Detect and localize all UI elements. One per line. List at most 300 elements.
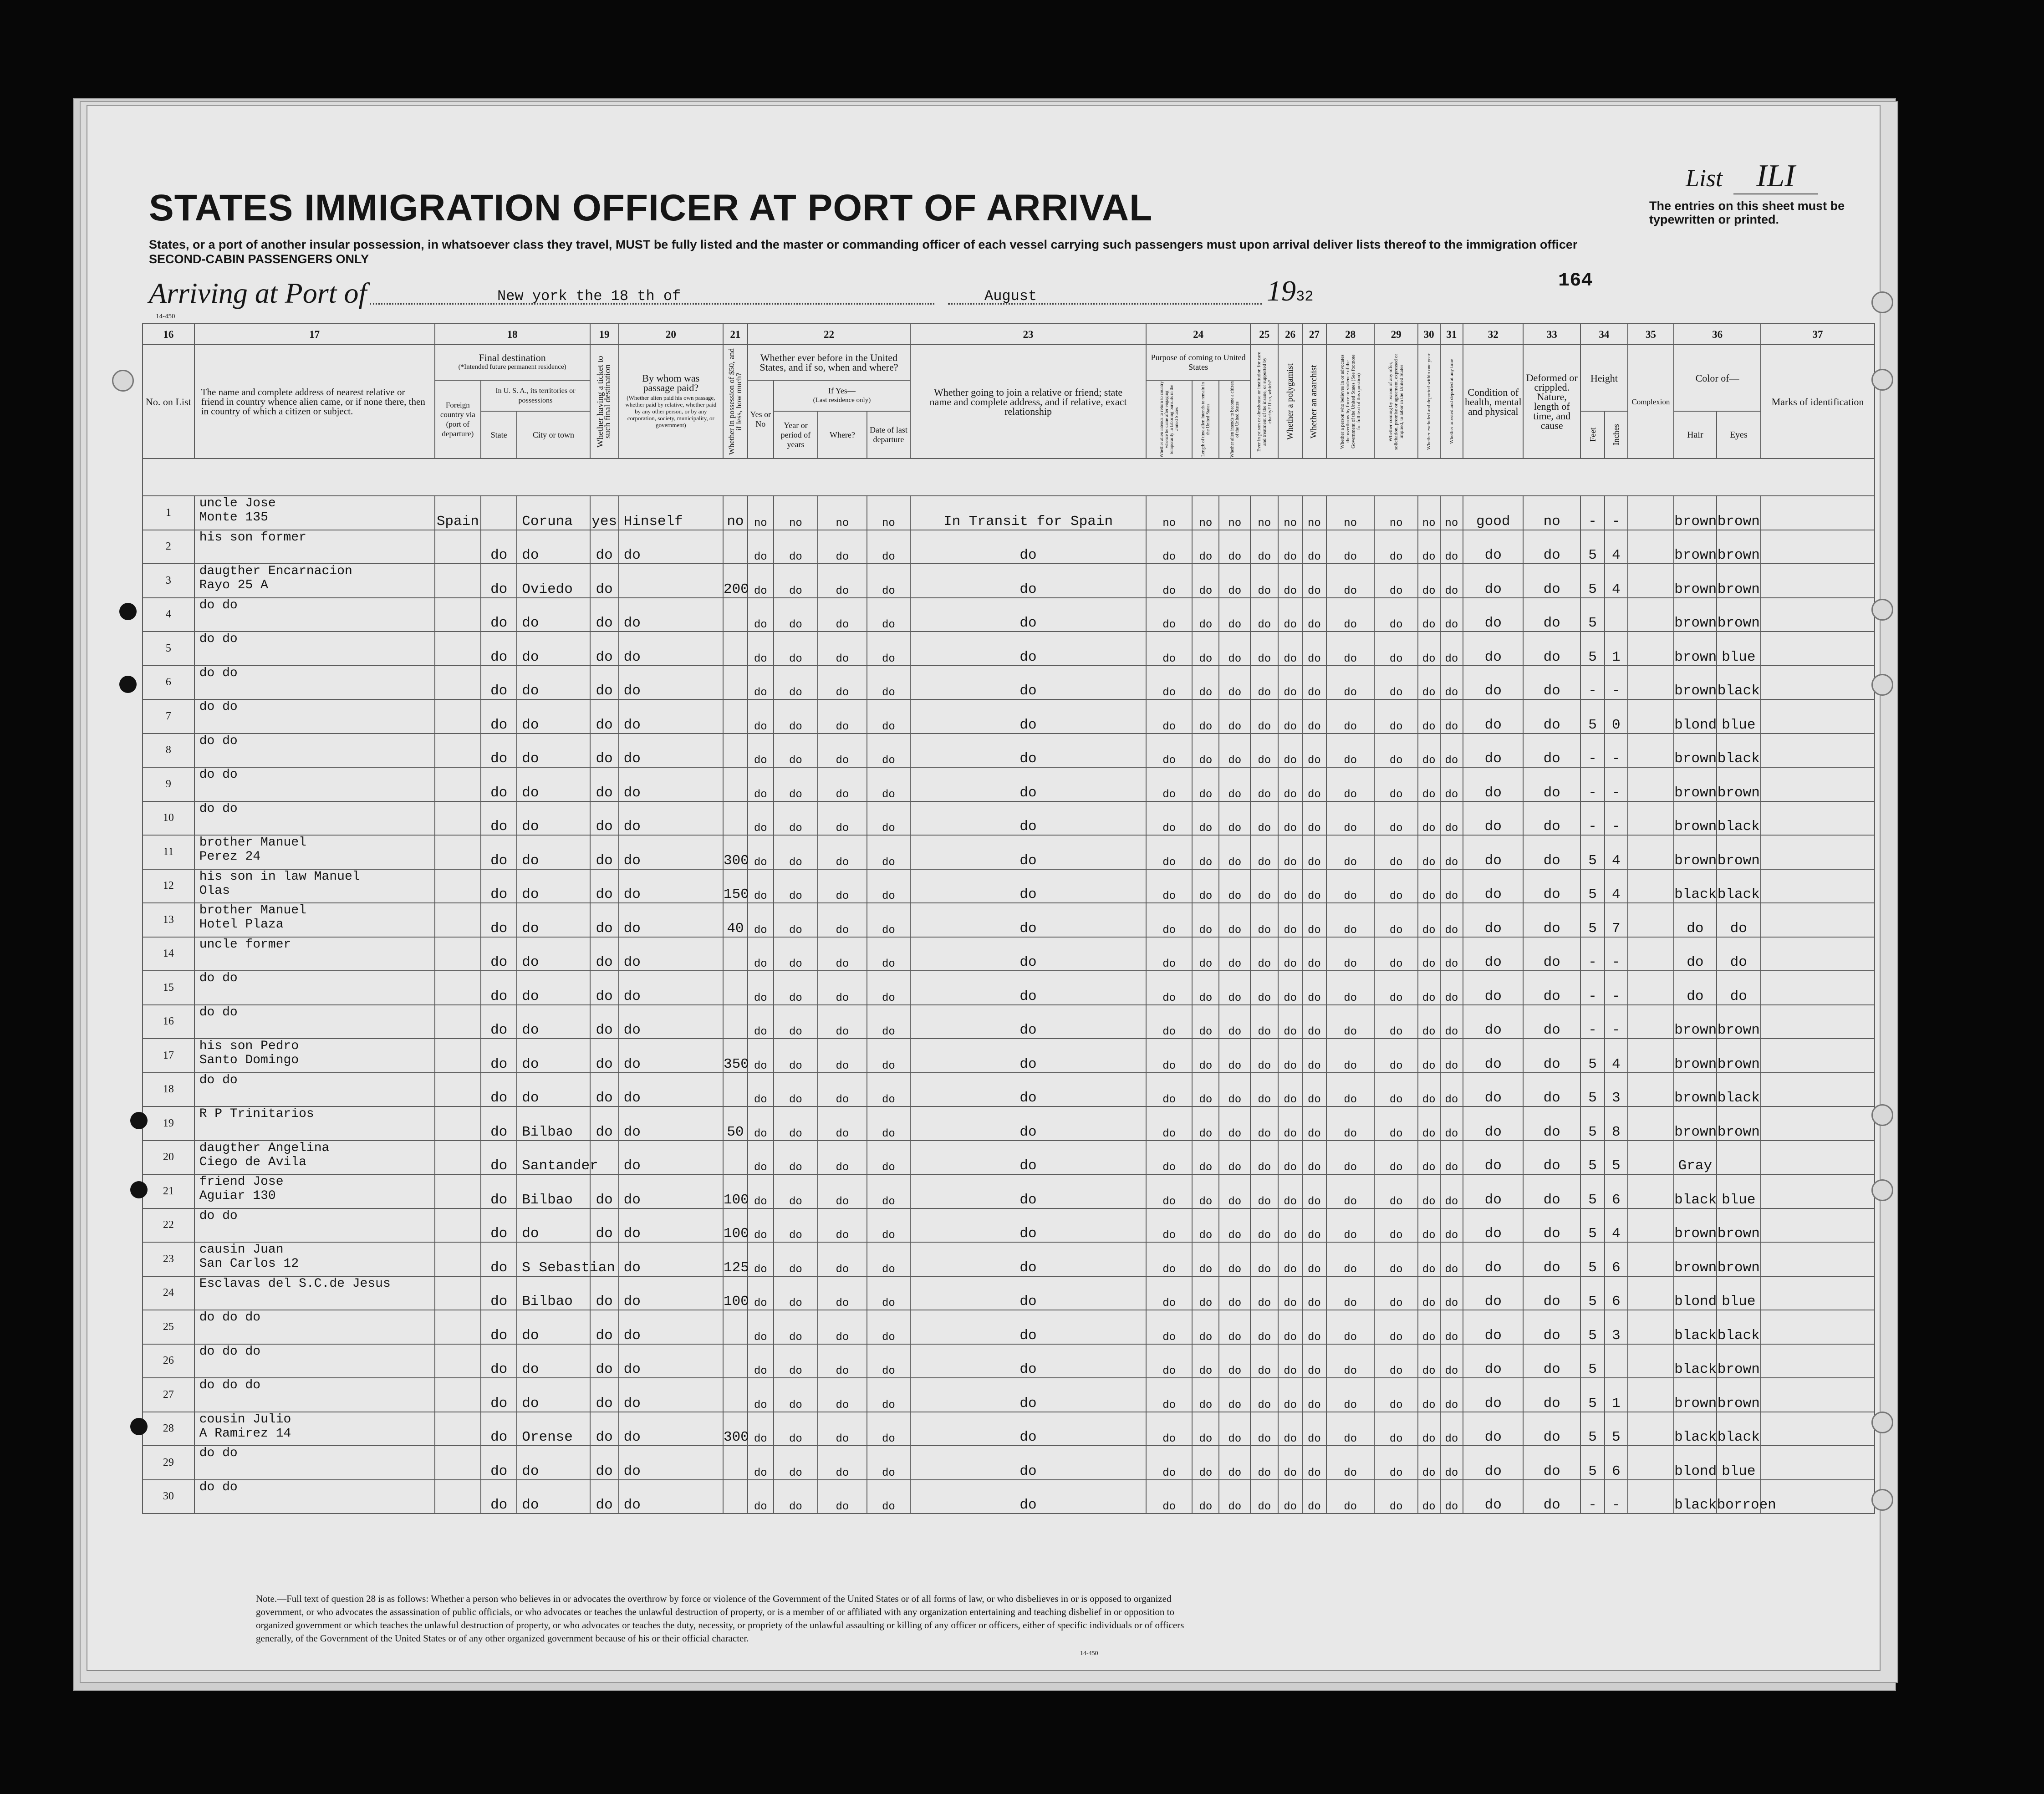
state-cell: do	[481, 1039, 517, 1073]
row-number: 23	[143, 1242, 194, 1276]
binder-hole-dark	[130, 1112, 148, 1129]
complexion-cell	[1628, 1106, 1674, 1141]
relative-cell	[194, 1276, 435, 1310]
eye-color-cell: brown	[1717, 598, 1761, 632]
marks-cell	[1761, 1039, 1875, 1073]
where-cell: do	[818, 564, 867, 598]
joining-cell: do	[910, 869, 1146, 903]
row-number: 13	[143, 903, 194, 937]
relative-cell	[194, 835, 435, 869]
purpose-a-cell: do	[1146, 869, 1193, 903]
deported-cell: do	[1440, 699, 1463, 734]
header-date-departure: Date of last departure	[867, 411, 910, 459]
relative-cell	[194, 632, 435, 666]
binder-hole-right	[1871, 1489, 1893, 1511]
polygamist-cell: do	[1278, 1073, 1302, 1107]
complexion-cell	[1628, 734, 1674, 768]
purpose-b-cell: do	[1192, 1310, 1219, 1344]
complexion-cell	[1628, 632, 1674, 666]
prison-cell: do	[1250, 1378, 1278, 1412]
ever-before-cell: do	[748, 1106, 774, 1141]
complexion-cell	[1628, 1208, 1674, 1243]
excluded-cell: do	[1418, 1106, 1440, 1141]
relative-cell	[194, 1412, 435, 1446]
deformed-cell: do	[1523, 1005, 1580, 1039]
complexion-cell	[1628, 835, 1674, 869]
marks-cell	[1761, 699, 1875, 734]
passenger-row	[143, 1378, 1875, 1412]
passenger-row	[143, 835, 1875, 869]
complexion-cell	[1628, 1344, 1674, 1378]
hair-color-cell: brown	[1674, 564, 1716, 598]
eye-color-cell: blue	[1717, 699, 1761, 734]
health-cell: do	[1463, 869, 1523, 903]
year-period-cell: do	[774, 1174, 818, 1208]
height-inches-cell: -	[1605, 496, 1628, 530]
health-cell: do	[1463, 1039, 1523, 1073]
row-number: 6	[143, 666, 194, 700]
city-cell: do	[517, 530, 590, 564]
city-cell: do	[517, 767, 590, 801]
col25-label: Ever in prison or almshouse or institution for care and treatment of the insane, or supported by charity? If so, which?	[1256, 352, 1273, 452]
state-cell: do	[481, 1106, 517, 1141]
header-city: City or town	[517, 411, 590, 459]
joining-cell: do	[910, 598, 1146, 632]
passenger-row	[143, 1446, 1875, 1480]
departure-date-cell: do	[867, 1141, 910, 1175]
state-cell: do	[481, 1378, 517, 1412]
polygamist-cell: do	[1278, 564, 1302, 598]
year-period-cell: do	[774, 937, 818, 971]
complexion-cell	[1628, 903, 1674, 937]
excluded-cell: no	[1418, 496, 1440, 530]
height-feet-cell: 5	[1580, 564, 1605, 598]
foreign-country-cell	[435, 971, 481, 1005]
departure-date-cell: do	[867, 1310, 910, 1344]
q28-cell: do	[1326, 1005, 1375, 1039]
year-period-cell: do	[774, 767, 818, 801]
passage-paid-cell: do	[619, 801, 723, 836]
marks-cell	[1761, 1208, 1875, 1243]
excluded-cell: do	[1418, 1242, 1440, 1276]
marks-cell	[1761, 1412, 1875, 1446]
height-feet-cell: 5	[1580, 1242, 1605, 1276]
where-cell: do	[818, 869, 867, 903]
deported-cell: do	[1440, 767, 1463, 801]
labor-offer-cell: do	[1374, 1480, 1417, 1514]
relative-cell	[194, 1378, 435, 1412]
relative-line: brother Manuel	[199, 836, 306, 850]
labor-offer-cell: do	[1374, 1039, 1417, 1073]
deformed-cell: do	[1523, 1039, 1580, 1073]
polygamist-cell: do	[1278, 1310, 1302, 1344]
col-num-36: 36	[1674, 324, 1761, 345]
purpose-a-cell: do	[1146, 1480, 1193, 1514]
prison-cell: do	[1250, 1039, 1278, 1073]
passenger-row	[143, 1174, 1875, 1208]
labor-offer-cell: do	[1374, 1141, 1417, 1175]
passage-paid-cell: Hinself	[619, 496, 723, 530]
height-inches-cell: 1	[1605, 632, 1628, 666]
deformed-cell: do	[1523, 1446, 1580, 1480]
foreign-country-cell	[435, 1242, 481, 1276]
state-cell: do	[481, 1005, 517, 1039]
hair-color-cell: brown	[1674, 1208, 1716, 1243]
health-cell: do	[1463, 1276, 1523, 1310]
purpose-b-cell: do	[1192, 1039, 1219, 1073]
purpose-b-cell: do	[1192, 1480, 1219, 1514]
where-cell: do	[818, 1242, 867, 1276]
hair-color-cell: do	[1674, 937, 1716, 971]
page-number: 164	[1558, 270, 1593, 291]
row-number: 17	[143, 1039, 194, 1073]
passenger-row	[143, 564, 1875, 598]
passenger-row	[143, 1344, 1875, 1378]
height-inches-cell: -	[1605, 734, 1628, 768]
ticket-cell: do	[590, 734, 619, 768]
year-period-cell: do	[774, 1310, 818, 1344]
foreign-country-cell	[435, 801, 481, 836]
q28-cell: do	[1326, 1446, 1375, 1480]
polygamist-cell: do	[1278, 1276, 1302, 1310]
deported-cell: do	[1440, 1242, 1463, 1276]
row-number: 11	[143, 835, 194, 869]
header-year-period: Year or period of years	[774, 411, 818, 459]
year-period-cell: do	[774, 1378, 818, 1412]
year-period-cell: do	[774, 1446, 818, 1480]
polygamist-cell: do	[1278, 1412, 1302, 1446]
purpose-a-cell: do	[1146, 1344, 1193, 1378]
q28-cell: do	[1326, 564, 1375, 598]
q28-cell: do	[1326, 1039, 1375, 1073]
ticket-cell: do	[590, 869, 619, 903]
row-number: 15	[143, 971, 194, 1005]
departure-date-cell: do	[867, 1106, 910, 1141]
health-cell: do	[1463, 632, 1523, 666]
anarchist-cell: do	[1302, 1480, 1326, 1514]
excluded-cell: do	[1418, 666, 1440, 700]
health-cell: do	[1463, 699, 1523, 734]
eye-color-cell: blue	[1717, 1446, 1761, 1480]
polygamist-cell: do	[1278, 1005, 1302, 1039]
excluded-cell: do	[1418, 767, 1440, 801]
labor-offer-cell: do	[1374, 903, 1417, 937]
marks-cell	[1761, 1106, 1875, 1141]
departure-date-cell: do	[867, 937, 910, 971]
q28-cell: do	[1326, 598, 1375, 632]
row-number: 30	[143, 1480, 194, 1514]
money-cell: no	[723, 496, 748, 530]
deformed-cell: do	[1523, 1242, 1580, 1276]
polygamist-cell: do	[1278, 903, 1302, 937]
ticket-cell: do	[590, 767, 619, 801]
joining-cell: do	[910, 903, 1146, 937]
height-inches-cell: 4	[1605, 835, 1628, 869]
where-cell: do	[818, 1378, 867, 1412]
labor-offer-cell: do	[1374, 767, 1417, 801]
city-cell: do	[517, 1378, 590, 1412]
excluded-cell: do	[1418, 903, 1440, 937]
state-cell: do	[481, 1344, 517, 1378]
prison-cell: do	[1250, 767, 1278, 801]
col-num-37: 37	[1761, 324, 1875, 345]
relative-line: A Ramirez 14	[199, 1426, 291, 1441]
foreign-country-cell	[435, 1208, 481, 1243]
excluded-cell: do	[1418, 1039, 1440, 1073]
row-number: 24	[143, 1276, 194, 1310]
ticket-cell: do	[590, 1276, 619, 1310]
passenger-row	[143, 496, 1875, 530]
deformed-cell: do	[1523, 564, 1580, 598]
purpose-c-cell: do	[1219, 801, 1250, 836]
prison-cell: no	[1250, 496, 1278, 530]
purpose-a-cell: do	[1146, 1242, 1193, 1276]
labor-offer-cell: do	[1374, 1073, 1417, 1107]
height-feet-cell: 5	[1580, 903, 1605, 937]
purpose-c-cell: do	[1219, 699, 1250, 734]
complexion-cell	[1628, 530, 1674, 564]
city-cell: do	[517, 1005, 590, 1039]
passenger-row	[143, 767, 1875, 801]
relative-line: uncle Jose	[199, 496, 276, 510]
foreign-country-cell	[435, 1446, 481, 1480]
hair-color-cell: black	[1674, 1344, 1716, 1378]
where-cell: do	[818, 1073, 867, 1107]
height-feet-cell: -	[1580, 1480, 1605, 1514]
final-destination-label: Final destination	[479, 352, 546, 363]
labor-offer-cell: do	[1374, 869, 1417, 903]
relative-cell	[194, 1073, 435, 1107]
money-cell	[723, 598, 748, 632]
purpose-c-cell: do	[1219, 869, 1250, 903]
header-no-on-list: No. on List	[143, 345, 194, 459]
city-cell: Oviedo	[517, 564, 590, 598]
excluded-cell: do	[1418, 1412, 1440, 1446]
health-cell: do	[1463, 1005, 1523, 1039]
ever-before-cell: do	[748, 1073, 774, 1107]
departure-date-cell: do	[867, 1039, 910, 1073]
deformed-cell: do	[1523, 734, 1580, 768]
col30-label: Whether excluded and deported within one year	[1426, 353, 1432, 450]
prison-cell: do	[1250, 666, 1278, 700]
city-cell: Santander	[517, 1141, 590, 1175]
marks-cell	[1761, 903, 1875, 937]
height-inches-cell: -	[1605, 666, 1628, 700]
foreign-country-cell	[435, 1039, 481, 1073]
column-number-row	[143, 324, 1875, 345]
eye-color-cell: brown	[1717, 1344, 1761, 1378]
departure-date-cell: do	[867, 598, 910, 632]
row-number: 27	[143, 1378, 194, 1412]
anarchist-cell: do	[1302, 1310, 1326, 1344]
polygamist-cell: do	[1278, 1141, 1302, 1175]
departure-date-cell: do	[867, 530, 910, 564]
polygamist-cell: do	[1278, 1174, 1302, 1208]
anarchist-cell: do	[1302, 699, 1326, 734]
passenger-row	[143, 971, 1875, 1005]
row-number: 21	[143, 1174, 194, 1208]
purpose-a-cell: do	[1146, 1141, 1193, 1175]
binder-hole-right	[1871, 599, 1893, 621]
deported-cell: do	[1440, 632, 1463, 666]
complexion-cell	[1628, 767, 1674, 801]
feet-label: Feet	[1588, 428, 1597, 442]
height-inches-cell: 1	[1605, 1378, 1628, 1412]
eye-color-cell: brown	[1717, 767, 1761, 801]
departure-date-cell: do	[867, 1208, 910, 1243]
marks-cell	[1761, 1141, 1875, 1175]
eye-color-cell: blue	[1717, 632, 1761, 666]
header-inches	[1605, 411, 1628, 459]
relative-line: do do	[199, 666, 238, 680]
purpose-c-cell: do	[1219, 1039, 1250, 1073]
foreign-country-cell	[435, 632, 481, 666]
foreign-country-cell	[435, 1276, 481, 1310]
excluded-cell: do	[1418, 1174, 1440, 1208]
purpose-b-cell: do	[1192, 937, 1219, 971]
passage-paid-cell: do	[619, 598, 723, 632]
health-cell: do	[1463, 1073, 1523, 1107]
money-cell	[723, 632, 748, 666]
polygamist-cell: do	[1278, 530, 1302, 564]
marks-cell	[1761, 734, 1875, 768]
purpose-b-cell: do	[1192, 1073, 1219, 1107]
health-cell: do	[1463, 971, 1523, 1005]
q28-cell: do	[1326, 530, 1375, 564]
height-feet-cell: 5	[1580, 699, 1605, 734]
relative-line: cousin Julio	[199, 1412, 291, 1427]
header-last-residence	[774, 380, 910, 411]
foreign-country-cell	[435, 1174, 481, 1208]
purpose-b-cell: do	[1192, 1344, 1219, 1378]
purpose-a-cell: do	[1146, 734, 1193, 768]
purpose-b-cell: do	[1192, 1446, 1219, 1480]
height-inches-cell: -	[1605, 1480, 1628, 1514]
passage-paid-cell: do	[619, 1276, 723, 1310]
departure-date-cell: do	[867, 1446, 910, 1480]
health-cell: do	[1463, 1378, 1523, 1412]
departure-date-cell: do	[867, 666, 910, 700]
state-cell: do	[481, 1276, 517, 1310]
prison-cell: do	[1250, 598, 1278, 632]
q28-cell: do	[1326, 1276, 1375, 1310]
marks-cell	[1761, 1344, 1875, 1378]
purpose-c-cell: do	[1219, 1141, 1250, 1175]
city-cell: do	[517, 1039, 590, 1073]
height-feet-cell: 5	[1580, 1344, 1605, 1378]
purpose-b-label: Length of time alien intends to remain in the United States	[1200, 382, 1211, 457]
deformed-cell: do	[1523, 1141, 1580, 1175]
header-col28	[1326, 345, 1375, 459]
excluded-cell: do	[1418, 835, 1440, 869]
deformed-cell: do	[1523, 1378, 1580, 1412]
height-feet-cell: 5	[1580, 1039, 1605, 1073]
anarchist-cell: do	[1302, 1276, 1326, 1310]
excluded-cell: do	[1418, 1480, 1440, 1514]
height-feet-cell: -	[1580, 801, 1605, 836]
deformed-cell: do	[1523, 1310, 1580, 1344]
state-cell	[481, 496, 517, 530]
where-cell: no	[818, 496, 867, 530]
col28-label: Whether a person who believes in or advocates the overthrow by force or violence of the Government of the United States (See footnote for full text of this question)	[1339, 354, 1361, 449]
row-number: 1	[143, 496, 194, 530]
excluded-cell: do	[1418, 530, 1440, 564]
excluded-cell: do	[1418, 801, 1440, 836]
ticket-cell: do	[590, 1208, 619, 1243]
joining-cell: do	[910, 564, 1146, 598]
year-period-cell: do	[774, 1480, 818, 1514]
ever-before-cell: do	[748, 1005, 774, 1039]
money-cell	[723, 801, 748, 836]
purpose-b-cell: do	[1192, 801, 1219, 836]
health-cell: do	[1463, 666, 1523, 700]
where-cell: do	[818, 1276, 867, 1310]
where-cell: do	[818, 1141, 867, 1175]
arriving-label: Arriving at Port of	[149, 277, 367, 309]
binder-hole-dark	[119, 676, 137, 693]
year-suffix: 32	[1296, 288, 1314, 305]
purpose-b-cell: do	[1192, 1141, 1219, 1175]
city-cell: do	[517, 1480, 590, 1514]
purpose-a-cell: do	[1146, 1208, 1193, 1243]
foreign-country-cell	[435, 530, 481, 564]
ticket-label: Whether having a ticket to such final destination	[596, 356, 613, 448]
ticket-cell: do	[590, 1446, 619, 1480]
relative-cell	[194, 1344, 435, 1378]
ever-before-cell: do	[748, 598, 774, 632]
row-number: 9	[143, 767, 194, 801]
purpose-c-cell: do	[1219, 937, 1250, 971]
health-cell: do	[1463, 801, 1523, 836]
joining-cell: do	[910, 1039, 1146, 1073]
deported-cell: do	[1440, 1412, 1463, 1446]
header-row-1	[143, 345, 1875, 380]
height-feet-cell: 5	[1580, 1446, 1605, 1480]
anarchist-cell: do	[1302, 1344, 1326, 1378]
labor-offer-cell: do	[1374, 1378, 1417, 1412]
col-num-32: 32	[1463, 324, 1523, 345]
list-label: List	[1686, 164, 1723, 192]
height-inches-cell: 4	[1605, 564, 1628, 598]
deported-cell: do	[1440, 971, 1463, 1005]
year-period-cell: do	[774, 1039, 818, 1073]
labor-offer-cell: no	[1374, 496, 1417, 530]
ticket-cell: do	[590, 801, 619, 836]
foreign-country-cell	[435, 869, 481, 903]
height-inches-cell: 4	[1605, 530, 1628, 564]
purpose-a-cell: do	[1146, 598, 1193, 632]
ever-before-cell: do	[748, 903, 774, 937]
deformed-cell: do	[1523, 903, 1580, 937]
relative-cell	[194, 1106, 435, 1141]
purpose-b-cell: do	[1192, 869, 1219, 903]
ever-before-cell: do	[748, 1310, 774, 1344]
complexion-cell	[1628, 1378, 1674, 1412]
deported-cell: do	[1440, 1276, 1463, 1310]
relative-cell	[194, 1242, 435, 1276]
footnote: Note.—Full text of question 28 is as follows: Whether a person who believes in or advocates the overthrow by force or violence of the Government of the United States or of all forms of law, or who disbelieves in or is opposed to organized government, or who advocates the assassination of public officials, or who advocates or teaches the unlawful destruction of property, or is a member of or affiliated with any organization entertaining and teaching disbelief in or opposition to organized government or which teaches the unlawful destruction of property, or who advocates or teaches the duty, necessity, or propriety of the unlawful assaulting or killing of any officer or officers, either of specific individuals or of officers generally, of the Government of the United States or of any other organized government because of his or their official character.	[256, 1593, 1184, 1644]
year-period-cell: do	[774, 801, 818, 836]
ever-before-cell: do	[748, 1446, 774, 1480]
deformed-cell: do	[1523, 530, 1580, 564]
where-cell: do	[818, 598, 867, 632]
ever-before-cell: do	[748, 937, 774, 971]
ever-before-cell: do	[748, 530, 774, 564]
ever-before-cell: do	[748, 1208, 774, 1243]
joining-cell: do	[910, 1446, 1146, 1480]
city-cell: Bilbao	[517, 1174, 590, 1208]
header-col33: Deformed or crippled. Nature, length of time, and cause	[1523, 345, 1580, 459]
